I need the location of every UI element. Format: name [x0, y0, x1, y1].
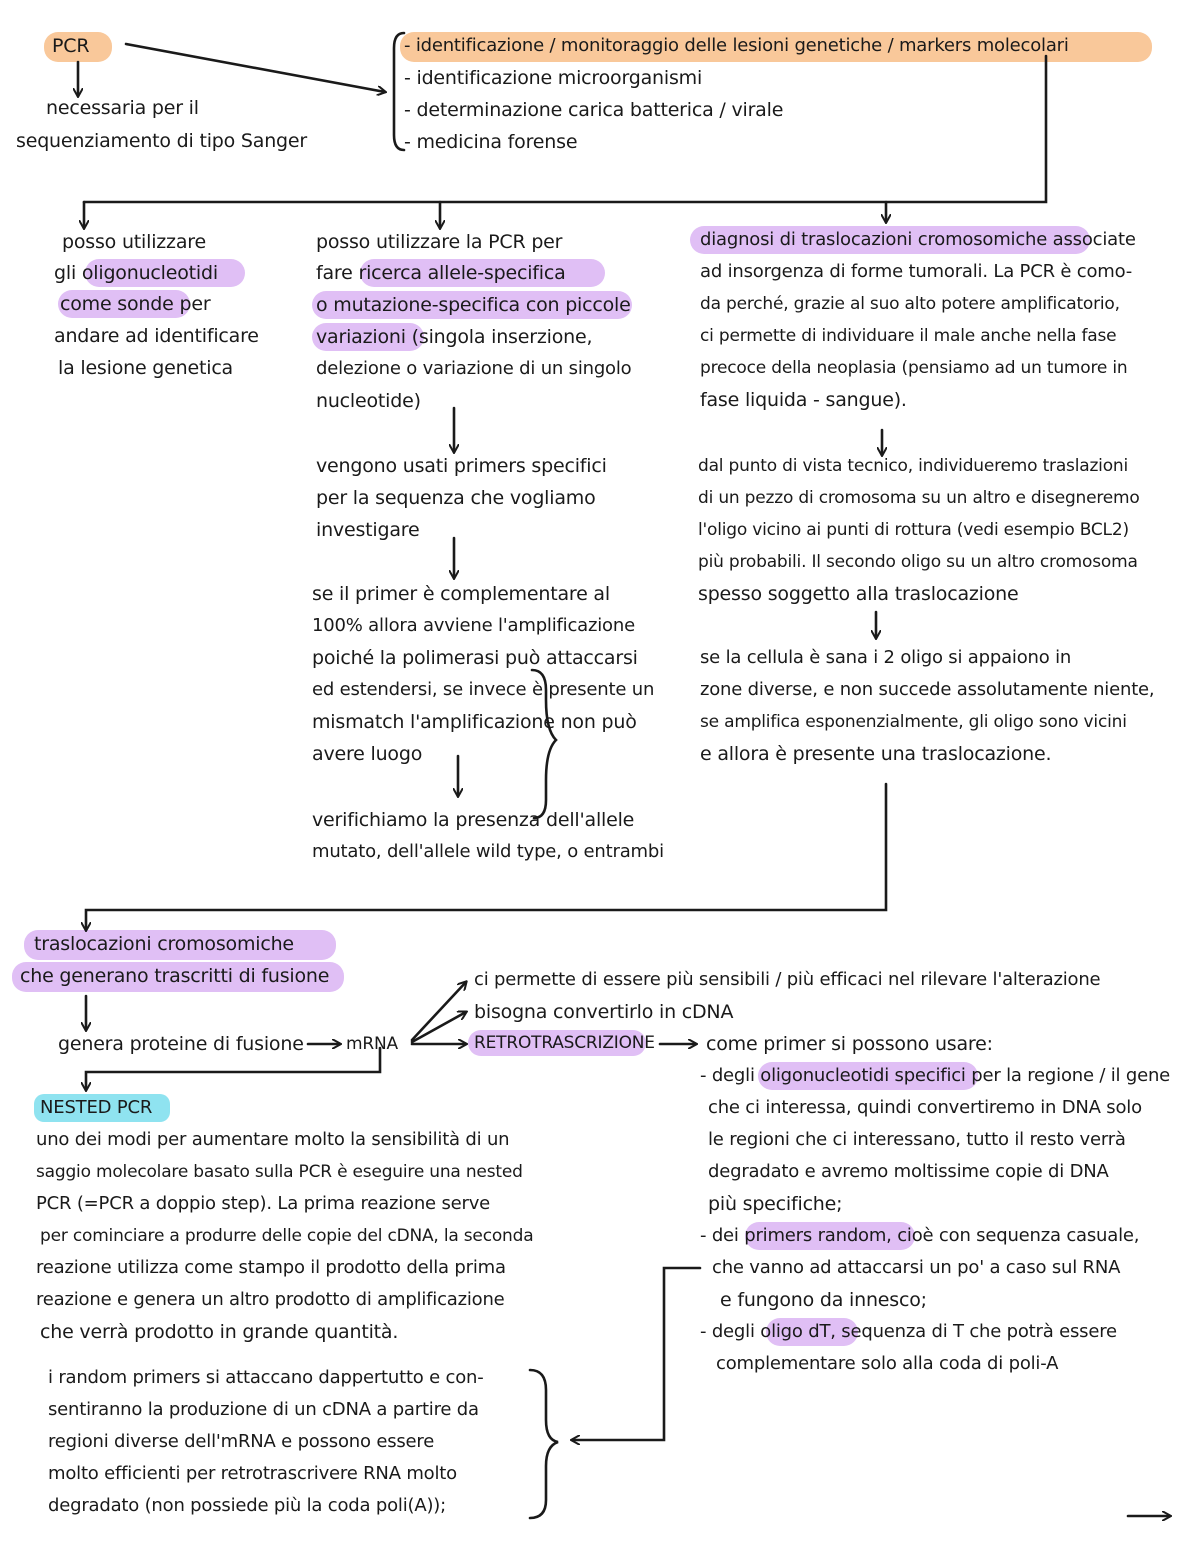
- application-1: - identificazione / monitoraggio delle lesioni genetiche / markers molecolari: [404, 35, 1069, 56]
- primers-line-9: - degli oligo dT, sequenza di T che potrà essere: [700, 1321, 1117, 1342]
- col2-b3-line-6: avere luogo: [312, 743, 423, 765]
- nested-line-7: che verrà prodotto in grande quantità.: [40, 1321, 399, 1343]
- col2-b3-line-5: mismatch l'amplificazione non può: [312, 711, 637, 733]
- primers-line-1: - degli oligonucleotidi specifici per la regione / il gene: [700, 1065, 1171, 1086]
- nested-line-3: PCR (=PCR a doppio step). La prima reazione serve: [36, 1193, 491, 1214]
- col2-b4-line-1: verifichiamo la presenza dell'allele: [312, 809, 635, 831]
- primers-line-10: complementare solo alla coda di poli-A: [716, 1353, 1059, 1374]
- col2-b3-line-4: ed estendersi, se invece è presente un: [312, 679, 655, 700]
- col2-b3-line-3: poiché la polimerasi può attaccarsi: [312, 647, 638, 669]
- col3-b1-line-6: fase liquida - sangue).: [700, 389, 907, 411]
- primers-line-6: - dei primers random, cioè con sequenza casuale,: [700, 1225, 1140, 1246]
- nested-line-6: reazione e genera un altro prodotto di amplificazione: [36, 1289, 505, 1310]
- primers-line-8: e fungono da innesco;: [720, 1289, 927, 1311]
- genera-text: genera proteine di fusione: [58, 1033, 304, 1055]
- col2-b2-line-2: per la sequenza che vogliamo: [316, 487, 596, 509]
- primers-intro: come primer si possono usare:: [706, 1033, 993, 1055]
- col3-b2-line-5: spesso soggetto alla traslocazione: [698, 583, 1019, 605]
- trasloc-line-2: che generano trascritti di fusione: [20, 965, 330, 987]
- primers-line-7: che vanno ad attaccarsi un po' a caso sul RNA: [712, 1257, 1121, 1278]
- col2-b3-line-1: se il primer è complementare al: [312, 583, 610, 605]
- primers-line-4: degradato e avremo moltissime copie di DNA: [708, 1161, 1109, 1182]
- col2-b3-line-2: 100% allora avviene l'amplificazione: [312, 615, 635, 636]
- right-curly-brace: [530, 1370, 558, 1518]
- col3-b1-line-4: ci permette di individuare il male anche nella fase: [700, 326, 1117, 346]
- col3-b1-line-5: precoce della neoplasia (pensiamo ad un tumore in: [700, 358, 1128, 378]
- random-line-3: regioni diverse dell'mRNA e possono essere: [48, 1431, 435, 1452]
- random-line-2: sentiranno la produzione di un cDNA a partire da: [48, 1399, 479, 1420]
- col1-line-2: gli oligonucleotidi: [54, 262, 218, 284]
- col1-line-5: la lesione genetica: [58, 357, 234, 379]
- primers-line-2: che ci interessa, quindi convertiremo in DNA solo: [708, 1097, 1142, 1118]
- col3-b3-line-2: zone diverse, e non succede assolutamente niente,: [700, 679, 1155, 700]
- sanger-line-2: sequenziamento di tipo Sanger: [16, 130, 308, 152]
- mrna-text: mRNA: [346, 1034, 398, 1054]
- col3-b3-line-3: se amplifica esponenzialmente, gli oligo sono vicini: [700, 712, 1127, 732]
- col2-b1-line-3: o mutazione-specifica con piccole: [316, 294, 631, 316]
- random-line-1: i random primers si attaccano dappertutto e con-: [48, 1367, 484, 1388]
- trasloc-line-1: traslocazioni cromosomiche: [34, 933, 294, 955]
- col2-b1-line-5: delezione o variazione di un singolo: [316, 358, 632, 379]
- application-4: - medicina forense: [404, 131, 578, 153]
- sanger-line-1: necessaria per il: [46, 97, 199, 119]
- col2-b1-line-2: fare ricerca allele-specifica: [316, 262, 566, 284]
- col2-b4-line-2: mutato, dell'allele wild type, o entrambi: [312, 841, 664, 862]
- col3-b2-line-4: più probabili. Il secondo oligo su un altro cromosoma: [698, 552, 1138, 572]
- col2-b1-line-4: variazioni (singola inserzione,: [316, 326, 593, 348]
- col3-b2-line-2: di un pezzo di cromosoma su un altro e disegneremo: [698, 488, 1140, 508]
- nested-line-1: uno dei modi per aumentare molto la sensibilità di un: [36, 1129, 510, 1150]
- primers-line-3: le regioni che ci interessano, tutto il resto verrà: [708, 1129, 1126, 1150]
- col3-b3-line-4: e allora è presente una traslocazione.: [700, 743, 1052, 765]
- branch-1: ci permette di essere più sensibili / più efficaci nel rilevare l'alterazione: [474, 969, 1101, 990]
- nested-line-2: saggio molecolare basato sulla PCR è eseguire una nested: [36, 1162, 523, 1182]
- col2-b1-line-6: nucleotide): [316, 390, 421, 412]
- col1-line-4: andare ad identificare: [54, 325, 259, 347]
- application-2: - identificazione microorganismi: [404, 67, 703, 89]
- application-3: - determinazione carica batterica / virale: [404, 99, 784, 121]
- col3-b2-line-1: dal punto di vista tecnico, individueremo traslazioni: [698, 456, 1128, 476]
- nested-title: NESTED PCR: [40, 1097, 153, 1118]
- branch-2: bisogna convertirlo in cDNA: [474, 1001, 734, 1023]
- primers-line-5: più specifiche;: [708, 1193, 843, 1215]
- col3-b1-line-1: diagnosi di traslocazioni cromosomiche associate: [700, 229, 1136, 250]
- nested-line-5: reazione utilizza come stampo il prodotto della prima: [36, 1257, 506, 1278]
- col3-b3-line-1: se la cellula è sana i 2 oligo si appaiono in: [700, 647, 1072, 668]
- random-line-5: degradato (non possiede più la coda poli(A));: [48, 1495, 446, 1516]
- col2-b1-line-1: posso utilizzare la PCR per: [316, 231, 563, 253]
- col3-b2-line-3: l'oligo vicino ai punti di rottura (vedi esempio BCL2): [698, 520, 1129, 540]
- pcr-title: PCR: [52, 35, 90, 57]
- col3-b1-line-3: da perché, grazie al suo alto potere amplificatorio,: [700, 294, 1120, 314]
- nested-line-4: per cominciare a produrre delle copie del cDNA, la seconda: [40, 1226, 534, 1246]
- col1-line-3: come sonde per: [60, 293, 211, 315]
- col2-b2-line-3: investigare: [316, 519, 420, 541]
- col2-b2-line-1: vengono usati primers specifici: [316, 455, 607, 477]
- branch-3: RETROTRASCRIZIONE: [474, 1033, 655, 1053]
- col1-line-1: posso utilizzare: [62, 231, 206, 253]
- random-line-4: molto efficienti per retrotrascrivere RNA molto: [48, 1463, 457, 1484]
- col3-b1-line-2: ad insorgenza di forme tumorali. La PCR è como-: [700, 261, 1133, 282]
